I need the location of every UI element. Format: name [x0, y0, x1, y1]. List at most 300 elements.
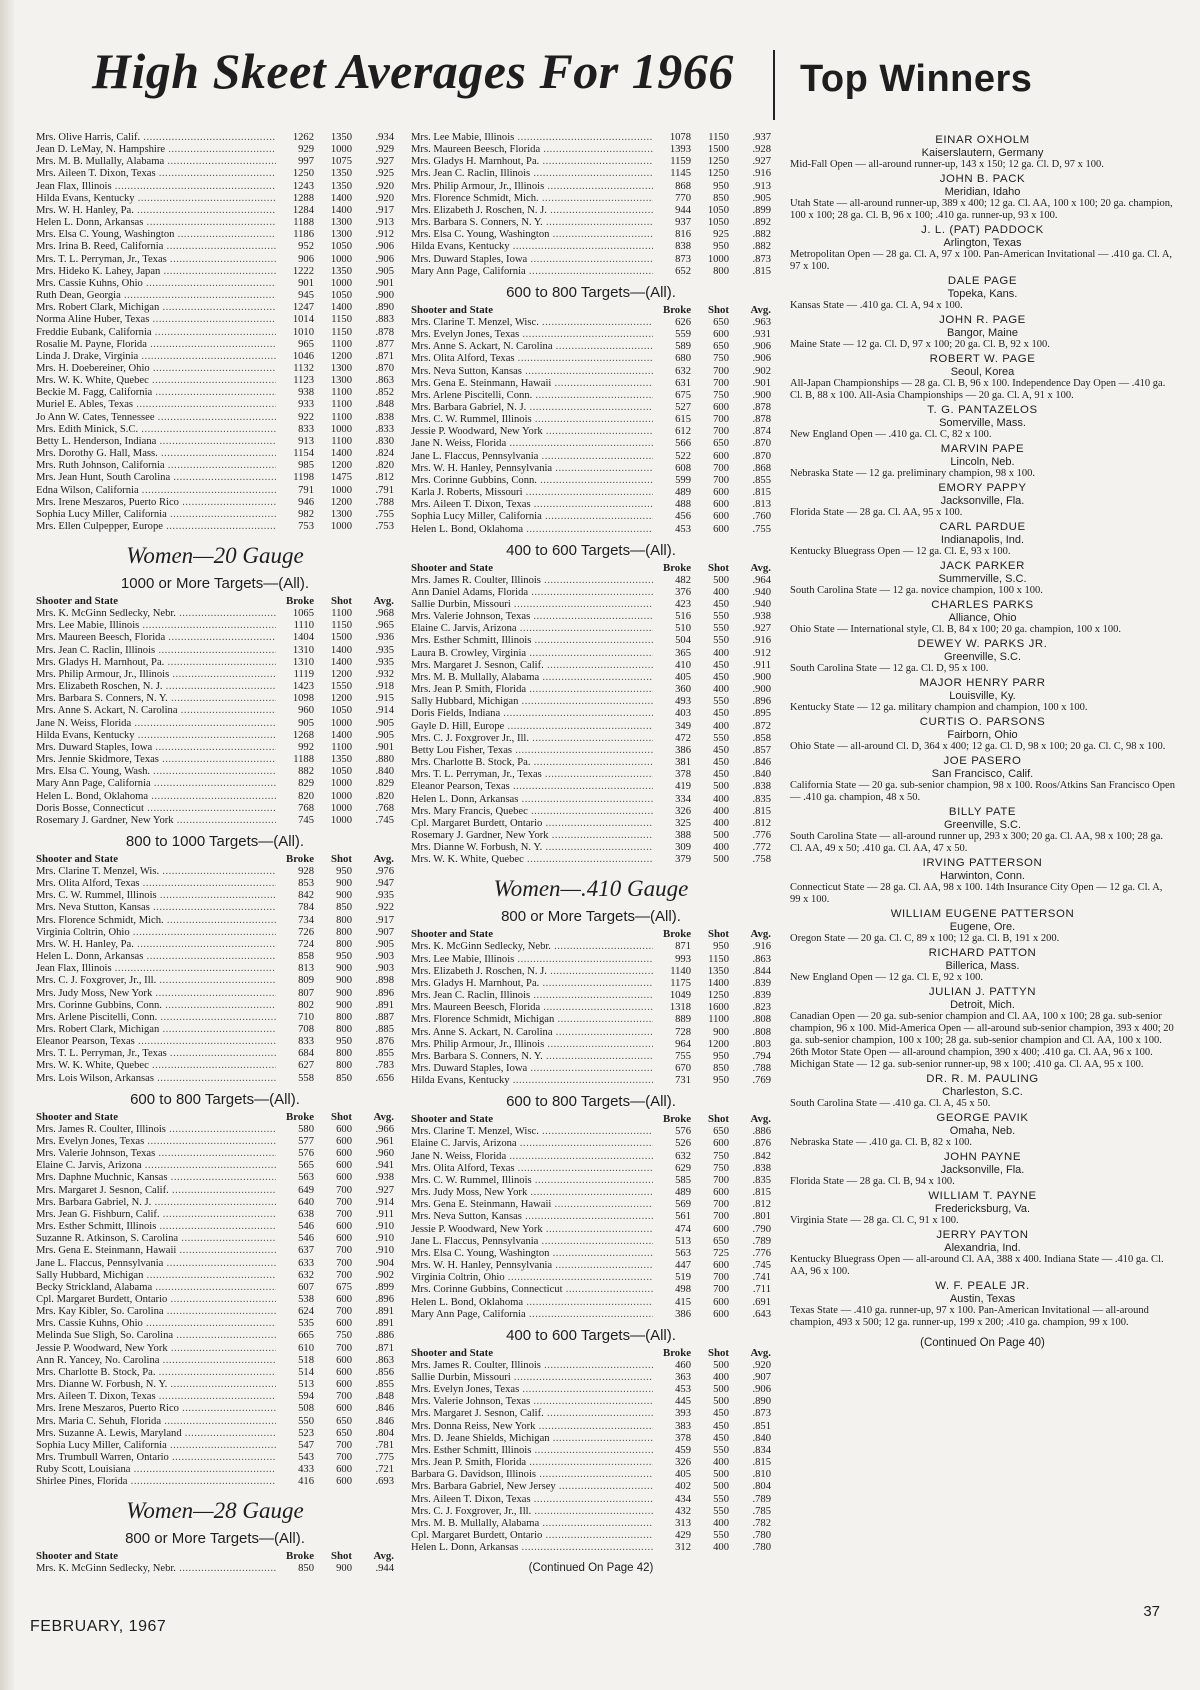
shot-value: 1200: [330, 668, 352, 680]
avg-value: .863: [752, 953, 771, 965]
table-row: [411, 978, 771, 990]
shooter-name: Rosemary J. Gardner, New York .....: [36, 815, 276, 827]
table-row: [36, 278, 394, 290]
table-row: [36, 424, 394, 436]
table-row: [411, 1384, 771, 1396]
shot-value: 650: [336, 1415, 352, 1427]
avg-value: .863: [375, 375, 394, 387]
broke-value: 378: [675, 1432, 691, 1444]
shooter-name: Jane N. Weiss, Florida .....: [411, 438, 653, 450]
avg-value: .643: [752, 1308, 771, 1320]
shot-value: 550: [713, 1493, 729, 1505]
avg-value: .833: [375, 423, 394, 435]
shooter-name: Mary Ann Page, California .....: [36, 778, 276, 790]
avg-value: .858: [752, 732, 771, 744]
shooter-name: Mrs. Jean C. Raclin, Illinois .....: [411, 990, 653, 1002]
broke-value: 784: [298, 902, 314, 914]
avg-value: .917: [375, 914, 394, 926]
shooter-name: Mrs. Elsa C. Young, Washington .....: [411, 229, 653, 241]
broke-value: 379: [675, 854, 691, 866]
broke-value: 829: [298, 778, 314, 790]
table-row: [411, 818, 771, 830]
table-row: [411, 353, 771, 365]
header-avg: Avg.: [373, 595, 394, 608]
avg-value: .873: [752, 253, 771, 265]
table-row: [36, 1270, 394, 1282]
table-row: [36, 1318, 394, 1330]
table-row: [411, 708, 771, 720]
shot-value: 1150: [331, 314, 352, 326]
shooter-name: Mrs. Neva Sutton, Kansas .....: [411, 366, 653, 378]
shot-value: 1150: [708, 132, 729, 143]
shooter-name: Ruby Scott, Louisiana .....: [36, 1464, 276, 1476]
shot-value: 600: [336, 1135, 352, 1147]
section-title-410-gauge: Women—.410 Gauge: [493, 876, 689, 902]
winner-entry: [790, 806, 1175, 855]
avg-value: .937: [752, 132, 771, 143]
avg-value: .917: [375, 204, 394, 216]
shooter-name: Mrs. Judy Moss, New York .....: [36, 988, 276, 1000]
shot-value: 1600: [707, 1002, 729, 1014]
shot-value: 600: [336, 1379, 352, 1391]
shot-value: 400: [713, 720, 729, 732]
broke-value: 585: [675, 1174, 691, 1186]
shooter-name: Mrs. Aileen T. Dixon, Texas .....: [411, 1494, 653, 1506]
table-row: [411, 1187, 771, 1199]
avg-value: .813: [752, 499, 771, 511]
shot-value: 600: [713, 1223, 729, 1235]
table-row: [36, 620, 394, 632]
broke-value: 566: [675, 438, 691, 450]
table-row: [36, 290, 394, 302]
table-row: [36, 1379, 394, 1391]
table-row: [411, 1518, 771, 1530]
shooter-name: Mrs. Florence Schmidt, Michigan .....: [411, 1014, 653, 1026]
table-row: [411, 341, 771, 353]
shot-value: 1000: [330, 144, 352, 156]
header-broke: Broke: [663, 928, 691, 941]
table-row: [36, 1258, 394, 1270]
table-row: [36, 156, 394, 168]
winner-results: Utah State — all-around runner-up, 389 x 400; 12 ga. Cl. AA, 100 x 100; 20 ga. champion, 100 x 100; 28 ga. Cl. B, 96 x 100; .410 ga. runner-up, 93 x 100.: [790, 198, 1173, 221]
broke-value: 558: [298, 1072, 314, 1084]
avg-value: .812: [752, 1199, 771, 1211]
winner-location: Billerica, Mass.: [945, 959, 1020, 972]
avg-value: .968: [375, 608, 394, 620]
avg-value: .880: [375, 754, 394, 766]
shooter-name: Mrs. Cassie Kuhns, Ohio .....: [36, 278, 276, 290]
winner-location: Meridian, Idaho: [944, 185, 1021, 198]
broke-value: 945: [298, 290, 314, 302]
table-row: [411, 1297, 771, 1309]
avg-value: .940: [752, 586, 771, 598]
shot-value: 500: [713, 1481, 729, 1493]
shooter-name: Mrs. Margaret J. Sesnon, Calif. .....: [411, 1408, 653, 1420]
shooter-name: Sallie Durbin, Missouri .....: [411, 599, 653, 611]
winner-name: CURTIS O. PARSONS: [919, 716, 1046, 728]
shooter-name: Gayle D. Hill, Europe .....: [411, 721, 653, 733]
avg-value: .913: [375, 217, 394, 229]
avg-value: .910: [375, 1233, 394, 1245]
table-row: [36, 1355, 394, 1367]
shooter-name: Mrs. Anne S. Ackart, N. Carolina .....: [411, 341, 653, 353]
shooter-name: Mrs. Elsa C. Young, Wash. .....: [36, 766, 276, 778]
winner-location: Austin, Texas: [949, 1292, 1016, 1305]
avg-value: .855: [375, 1379, 394, 1391]
table-row: [36, 1048, 394, 1060]
shooter-name: Mrs. M. B. Mullally, Alabama .....: [411, 1518, 653, 1530]
shooter-name: Elaine C. Jarvis, Arizona .....: [411, 1138, 653, 1150]
table-header: [411, 304, 771, 317]
shot-value: 550: [713, 732, 729, 744]
broke-value: 753: [298, 521, 314, 532]
header-avg: Avg.: [750, 1346, 771, 1359]
header-shot: Shot: [707, 561, 729, 574]
shooter-name: Mrs. W. K. White, Quebec .....: [36, 1060, 276, 1072]
broke-value: 538: [298, 1293, 314, 1305]
winner-name: JERRY PAYTON: [936, 1229, 1029, 1241]
shot-value: 1300: [330, 508, 352, 520]
winner-name: EINAR OXHOLM: [935, 134, 1030, 146]
shooter-name: Mrs. T. L. Perryman, Jr., Texas .....: [36, 254, 276, 266]
broke-value: 913: [298, 435, 314, 447]
broke-value: 853: [298, 878, 314, 890]
table-row: [411, 1372, 771, 1384]
shooter-name: Mrs. Jean C. Raclin, Illinois .....: [36, 645, 276, 657]
shot-value: 500: [713, 854, 729, 866]
shot-value: 1150: [331, 326, 352, 338]
shot-value: 1000: [330, 802, 352, 814]
broke-value: 992: [298, 741, 314, 753]
winner-entry: [790, 521, 1175, 558]
shooter-name: Sally Hubbard, Michigan .....: [36, 1270, 276, 1282]
shooter-name: Jane L. Flaccus, Pennsylvania .....: [411, 1236, 653, 1248]
winner-results: California State — 20 ga. sub-senior champion, 98 x 100. Roos/Atkins San Francisco Open — .410 ga. champion, 48 x 50.: [790, 780, 1175, 803]
avg-value: .838: [375, 411, 394, 423]
shooter-name: Mrs. C. J. Foxgrover Jr., Ill. .....: [411, 733, 653, 745]
shooter-name: Mrs. Mary Francis, Quebec .....: [411, 806, 653, 818]
shooter-name: Cpl. Margaret Burdett, Ontario .....: [411, 1530, 653, 1542]
broke-value: 360: [675, 684, 691, 696]
table-row: [36, 1440, 394, 1452]
avg-value: .883: [375, 314, 394, 326]
shot-value: 1100: [331, 608, 352, 620]
broke-value: 1132: [293, 362, 314, 374]
table-row: [411, 524, 771, 536]
bracket-heading: 600 to 800 Targets—(All).: [130, 1090, 300, 1108]
avg-value: .911: [375, 1208, 394, 1220]
shot-value: 600: [713, 1296, 729, 1308]
winner-entry: [790, 173, 1175, 222]
table-row: [36, 1245, 394, 1257]
shot-value: 850: [336, 1072, 352, 1084]
header-broke: Broke: [286, 1110, 314, 1123]
avg-value: .870: [752, 450, 771, 462]
table-row: [36, 866, 394, 878]
broke-value: 576: [675, 1126, 691, 1138]
table-row: [411, 721, 771, 733]
shot-value: 700: [713, 1174, 729, 1186]
shot-value: 400: [713, 684, 729, 696]
shot-value: 400: [713, 805, 729, 817]
table-row: [36, 1209, 394, 1221]
broke-value: 432: [675, 1505, 691, 1517]
broke-value: 419: [675, 781, 691, 793]
avg-value: .963: [752, 316, 771, 328]
shooter-name: Mrs. Dorothy G. Hall, Mass. .....: [36, 448, 276, 460]
table-row: [411, 1051, 771, 1063]
column-3-top-winners: [790, 132, 1175, 1349]
broke-value: 523: [298, 1427, 314, 1439]
broke-value: 901: [298, 277, 314, 289]
broke-value: 1188: [293, 217, 314, 229]
table-row: [411, 954, 771, 966]
winner-location: Greenville, S.C.: [943, 818, 1022, 831]
broke-value: 386: [675, 744, 691, 756]
avg-value: .871: [375, 350, 394, 362]
shooter-name: Mrs. Esther Schmitt, Illinois .....: [36, 1221, 276, 1233]
shooter-name: Mrs. Aileen T. Dixon, Texas .....: [36, 1391, 276, 1403]
shooter-name: Mrs. Elsa C. Young, Washington .....: [36, 229, 276, 241]
broke-value: 734: [298, 914, 314, 926]
shooter-name: Mrs. K. McGinn Sedlecky, Nebr. .....: [36, 608, 276, 620]
table-row: [36, 791, 394, 803]
broke-value: 519: [675, 1272, 691, 1284]
winner-results: Maine State — 12 ga. Cl. D, 97 x 100; 20 ga. Cl. B, 92 x 100.: [790, 339, 1050, 350]
avg-value: .755: [752, 523, 771, 535]
avg-value: .815: [752, 1457, 771, 1469]
winner-location: Alexandria, Ind.: [944, 1241, 1021, 1254]
shot-value: 1075: [330, 156, 352, 168]
header-avg: Avg.: [373, 1110, 394, 1123]
table-row: [36, 168, 394, 180]
winner-results: Texas State — .410 ga. runner-up, 97 x 100. Pan-American Invitational — all-around champion, 493 x 500; 12 ga. runner-up, 199 x 200; .410 ga. champion, 99 x 100.: [790, 1305, 1149, 1328]
broke-value: 504: [675, 635, 691, 647]
avg-value: .920: [752, 1359, 771, 1371]
winner-results: All-Japan Championships — 28 ga. Cl. B, 96 x 100. Independence Day Open — .410 ga. Cl. B, 88 x 100. All-Asia Championships — 20 ga. Cl. A, 91 x 100.: [790, 378, 1166, 401]
winner-name: GEORGE PAVIK: [936, 1112, 1029, 1124]
broke-value: 1110: [293, 620, 314, 632]
shot-value: 550: [713, 1444, 729, 1456]
avg-value: .912: [375, 229, 394, 241]
avg-value: .914: [375, 1196, 394, 1208]
header-shooter: Shooter and State: [36, 1550, 118, 1563]
broke-value: 1065: [292, 608, 314, 620]
avg-value: .656: [375, 1072, 394, 1084]
avg-value: .815: [752, 1187, 771, 1199]
shooter-name: Sally Hubbard, Michigan .....: [411, 696, 653, 708]
broke-value: 459: [675, 1444, 691, 1456]
broke-value: 1247: [292, 302, 314, 314]
broke-value: 1262: [292, 132, 314, 143]
shot-value: 1050: [330, 241, 352, 253]
header-avg: Avg.: [750, 303, 771, 316]
shooter-name: Jessie P. Woodward, New York .....: [411, 426, 653, 438]
winner-entry: [790, 314, 1175, 351]
shooter-name: Betty L. Henderson, Indiana .....: [36, 436, 276, 448]
avg-value: .820: [375, 790, 394, 802]
broke-value: 626: [675, 316, 691, 328]
table-row: [411, 757, 771, 769]
avg-value: .918: [375, 681, 394, 693]
shooter-name: Jessie P. Woodward, New York .....: [411, 1224, 653, 1236]
avg-value: .820: [375, 460, 394, 472]
shot-value: 500: [713, 781, 729, 793]
shooter-name: Mrs. W. H. Hanley, Pennsylvania .....: [411, 463, 653, 475]
broke-value: 684: [298, 1048, 314, 1060]
avg-value: .791: [375, 484, 394, 496]
avg-value: .898: [375, 975, 394, 987]
table-row: [411, 1530, 771, 1542]
shot-value: 600: [713, 1260, 729, 1272]
broke-value: 522: [675, 450, 691, 462]
avg-value: .927: [752, 156, 771, 168]
table-row: [411, 317, 771, 329]
header-shot: Shot: [707, 928, 729, 941]
winner-location: Jacksonville, Fla.: [940, 494, 1025, 507]
shot-value: 700: [336, 1208, 352, 1220]
table-row: [411, 1360, 771, 1372]
averages-table-continued: [36, 132, 394, 533]
shooter-name: Mrs. Jennie Skidmore, Texas .....: [36, 754, 276, 766]
broke-value: 680: [675, 353, 691, 365]
table-row: [411, 1151, 771, 1163]
table-row: [411, 475, 771, 487]
shot-value: 450: [713, 599, 729, 610]
table-row: [411, 1396, 771, 1408]
table-row: [411, 1002, 771, 1014]
shooter-name: Virginia Coltrin, Ohio .....: [36, 927, 276, 939]
avg-value: .782: [752, 1517, 771, 1529]
avg-value: .815: [752, 805, 771, 817]
avg-value: .863: [375, 1354, 394, 1366]
table-row: [411, 193, 771, 205]
shot-value: 600: [336, 1354, 352, 1366]
shooter-name: Elaine C. Jarvis, Arizona .....: [36, 1160, 276, 1172]
shot-value: 700: [336, 1452, 352, 1463]
averages-table: [411, 1360, 771, 1555]
shot-value: 1350: [330, 265, 352, 277]
avg-value: .803: [752, 1038, 771, 1050]
winner-entry: [790, 134, 1175, 171]
avg-value: .901: [752, 377, 771, 389]
broke-value: 325: [675, 817, 691, 829]
averages-table: [36, 608, 394, 827]
table-row: [36, 730, 394, 742]
winner-name: J. L. (PAT) PADDOCK: [921, 224, 1044, 236]
shot-value: 1000: [330, 253, 352, 265]
header-broke: Broke: [663, 561, 691, 574]
broke-value: 1393: [669, 144, 691, 156]
table-row: [411, 684, 771, 696]
winner-location: Summerville, S.C.: [938, 572, 1027, 585]
table-row: [36, 778, 394, 790]
shooter-name: Mrs. Irene Meszaros, Puerto Rico .....: [36, 1403, 276, 1415]
avg-value: .876: [375, 1036, 394, 1048]
winner-results: South Carolina State — 12 ga. novice champion, 100 x 100.: [790, 585, 1043, 596]
shot-value: 600: [713, 329, 729, 341]
table-row: [411, 660, 771, 672]
avg-value: .903: [375, 951, 394, 963]
table-row: [36, 472, 394, 484]
shot-value: 600: [336, 1123, 352, 1135]
header-broke: Broke: [663, 1346, 691, 1359]
table-row: [411, 1138, 771, 1150]
table-row: [36, 1172, 394, 1184]
winner-location: Fredericksburg, Va.: [934, 1202, 1031, 1215]
shot-value: 1350: [330, 168, 352, 180]
shooter-name: Helen L. Bond, Oklahoma .....: [36, 791, 276, 803]
table-row: [411, 781, 771, 793]
table-row: [36, 1464, 394, 1476]
broke-value: 802: [298, 999, 314, 1011]
shot-value: 700: [713, 1284, 729, 1296]
shot-value: 850: [713, 1063, 729, 1074]
avg-value: .745: [375, 814, 394, 826]
shot-value: 600: [336, 1366, 352, 1378]
avg-value: .927: [375, 156, 394, 168]
shooter-name: Hilda Evans, Kentucky .....: [411, 1075, 653, 1087]
broke-value: 410: [675, 659, 691, 671]
shot-value: 1050: [330, 705, 352, 717]
table-row: [36, 742, 394, 754]
avg-value: .964: [752, 574, 771, 586]
avg-value: .905: [752, 192, 771, 204]
winner-location: Charleston, S.C.: [942, 1085, 1023, 1098]
winner-results: Mid-Fall Open — all-around runner-up, 143 x 150; 12 ga. Cl. D, 97 x 100.: [790, 159, 1104, 170]
shot-value: 950: [713, 1050, 729, 1062]
table-row: [36, 1136, 394, 1148]
avg-value: .901: [375, 741, 394, 753]
broke-value: 493: [675, 696, 691, 708]
shot-value: 550: [713, 611, 729, 623]
avg-value: .900: [752, 671, 771, 683]
header-shooter: Shooter and State: [36, 852, 118, 865]
shooter-name: Mrs. Barbara Gabriel, N. J. .....: [36, 1197, 276, 1209]
broke-value: 513: [675, 1235, 691, 1247]
winner-location: Fairborn, Ohio: [947, 728, 1018, 741]
table-row: [411, 1542, 771, 1554]
shooter-name: Mrs. Olita Alford, Texas .....: [36, 878, 276, 890]
shot-value: 750: [336, 1330, 352, 1342]
shot-value: 1500: [707, 144, 729, 156]
shot-value: 700: [336, 1184, 352, 1196]
shot-value: 700: [336, 1245, 352, 1257]
shooter-name: Mrs. Olita Alford, Texas .....: [411, 353, 653, 365]
broke-value: 997: [298, 156, 314, 168]
avg-value: .856: [375, 1366, 394, 1378]
avg-value: .835: [752, 793, 771, 805]
shot-value: 900: [336, 975, 352, 987]
shot-value: 450: [713, 1420, 729, 1432]
table-row: [36, 399, 394, 411]
avg-value: .929: [375, 144, 394, 156]
winner-results: Oregon State — 20 ga. Cl. C, 89 x 100; 12 ga. Cl. B, 191 x 200.: [790, 933, 1060, 944]
shooter-name: Mrs. Valerie Johnson, Texas .....: [411, 611, 653, 623]
winner-location: Greenville, S.C.: [943, 650, 1022, 663]
broke-value: 933: [298, 399, 314, 411]
avg-value: .857: [752, 744, 771, 756]
shot-value: 1350: [707, 965, 729, 977]
shot-value: 650: [713, 316, 729, 328]
avg-value: .905: [375, 938, 394, 950]
shooter-name: Mrs. Charlotte B. Stock, Pa. .....: [411, 757, 653, 769]
avg-value: .808: [752, 1026, 771, 1038]
shooter-name: Mrs. Valerie Johnson, Texas .....: [36, 1148, 276, 1160]
avg-value: .927: [375, 1184, 394, 1196]
broke-value: 1188: [293, 754, 314, 766]
shooter-name: Mrs. Hideko K. Lahey, Japan .....: [36, 266, 276, 278]
